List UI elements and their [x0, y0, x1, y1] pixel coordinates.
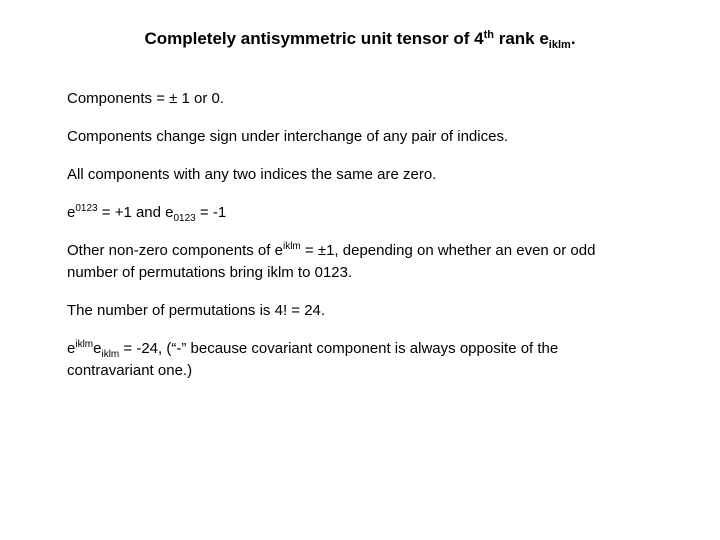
- contraction-line1: = -24, (“-” because covariant component is always opposite of the: [119, 340, 559, 357]
- superscript-0123: 0123: [75, 203, 98, 214]
- paragraph-contraction: [67, 338, 687, 382]
- other-components-line1: = ±1, depending on whether an even or odd: [300, 242, 596, 259]
- title-th-superscript: th: [483, 29, 494, 41]
- e-symbol: e: [67, 204, 76, 221]
- equation-middle: = +1 and e: [97, 204, 174, 221]
- other-components-line2: number of permutations bring iklm to 0123.: [67, 264, 353, 281]
- superscript-iklm: iklm: [282, 241, 301, 252]
- paragraph-other-components: [67, 240, 687, 284]
- other-components-prefix: Other non-zero components of e: [67, 242, 283, 259]
- paragraph-repeated-indices: All components with any two indices the same are zero.: [67, 166, 437, 183]
- slide-title: [0, 28, 720, 50]
- paragraph-e0123-values: [67, 202, 687, 224]
- subscript-iklm-contraction: iklm: [101, 349, 120, 360]
- slide-body: [67, 88, 687, 382]
- title-rank: rank e: [493, 29, 549, 48]
- contraction-line2: contravariant one.): [67, 362, 193, 379]
- title-period: .: [570, 29, 576, 48]
- title-prefix: Completely antisymmetric unit tensor of 4: [144, 29, 484, 48]
- superscript-iklm-contraction: iklm: [75, 339, 94, 350]
- title-subscript: iklm: [548, 39, 571, 51]
- subscript-0123: 0123: [173, 213, 196, 224]
- paragraph-permutation-count: The number of permutations is 4! = 24.: [67, 302, 326, 319]
- equation-end: = -1: [195, 204, 227, 221]
- e-upper-symbol: e: [67, 340, 76, 357]
- paragraph-sign-change: Components change sign under interchange of any pair of indices.: [67, 128, 509, 145]
- e-lower-symbol: e: [93, 340, 102, 357]
- paragraph-components-values: Components = ± 1 or 0.: [67, 90, 225, 107]
